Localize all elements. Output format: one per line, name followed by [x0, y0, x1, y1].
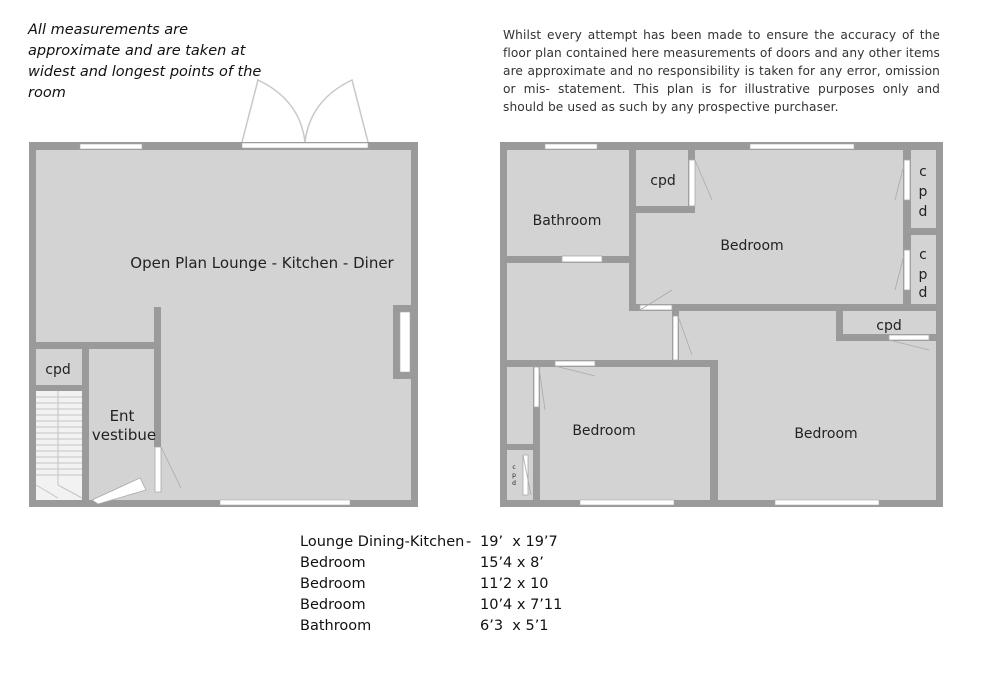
window	[545, 144, 597, 149]
window	[80, 144, 142, 149]
bedroom-left-label: Bedroom	[572, 423, 636, 439]
room-size: 6’3 x 5’1	[480, 618, 549, 634]
measurement-row	[300, 616, 720, 637]
room-name: Bedroom	[300, 555, 366, 571]
cpd-right-lower-d: d	[918, 285, 928, 301]
cpd-right-lower-p: p	[918, 267, 928, 283]
window	[220, 500, 350, 505]
cpd-tiny-c: c	[512, 464, 516, 471]
room-size: 11’2 x 10	[480, 576, 549, 592]
measurement-row	[300, 532, 720, 553]
ground-floor-plan	[29, 80, 418, 507]
window	[750, 144, 854, 149]
cpd-mid-label: cpd	[876, 318, 902, 334]
open-plan-label: Open Plan Lounge - Kitchen - Diner	[130, 254, 394, 272]
room-name: Bathroom	[300, 618, 372, 634]
cpd-top-label: cpd	[650, 173, 676, 189]
staircase	[36, 391, 82, 500]
vestibule-label-line1: Ent	[109, 407, 135, 425]
room-size: 19’ x 19’7	[480, 534, 558, 550]
room-name: Bedroom	[300, 576, 366, 592]
cpd-tiny-p: p	[512, 472, 516, 479]
room-name: Bedroom	[300, 597, 366, 613]
approximate-measurements-note: All measurements are approximate and are taken at widest and longest points of the room	[28, 22, 262, 101]
french-doors	[242, 80, 368, 142]
cpd-label: cpd	[45, 362, 71, 378]
cpd-right-upper-p: p	[918, 184, 928, 200]
separator: -	[466, 534, 472, 550]
room-measurements	[300, 532, 720, 637]
bedroom-top-label: Bedroom	[720, 238, 784, 254]
cpd-right-upper-c: c	[919, 164, 927, 180]
cpd-tiny-d: d	[512, 480, 516, 487]
measurement-row	[300, 574, 720, 595]
room-size: 10’4 x 7’11	[480, 597, 563, 613]
bedroom-right-label: Bedroom	[794, 426, 858, 442]
window	[580, 500, 674, 505]
room-size: 15’4 x 8’	[480, 555, 544, 571]
window	[242, 143, 368, 148]
floor-plan-disclaimer: Whilst every attempt has been made to ensure the accuracy of the floor plan contained here measurements of doors and any other items are approximate and no responsibility is taken for any error, omission or mis- statement. This plan is for illustrative purposes only and should be used as such by any prospective purchaser.	[503, 28, 940, 114]
window	[775, 500, 879, 505]
first-floor-plan	[500, 142, 943, 507]
measurement-row	[300, 595, 720, 616]
bathroom-label: Bathroom	[532, 213, 602, 229]
measurement-row	[300, 553, 720, 574]
room-name: Lounge Dining-Kitchen	[300, 534, 465, 550]
cpd-right-lower-c: c	[919, 247, 927, 263]
vestibule-label-line2: vestibue	[91, 426, 157, 444]
cpd-right-upper-d: d	[918, 204, 928, 220]
